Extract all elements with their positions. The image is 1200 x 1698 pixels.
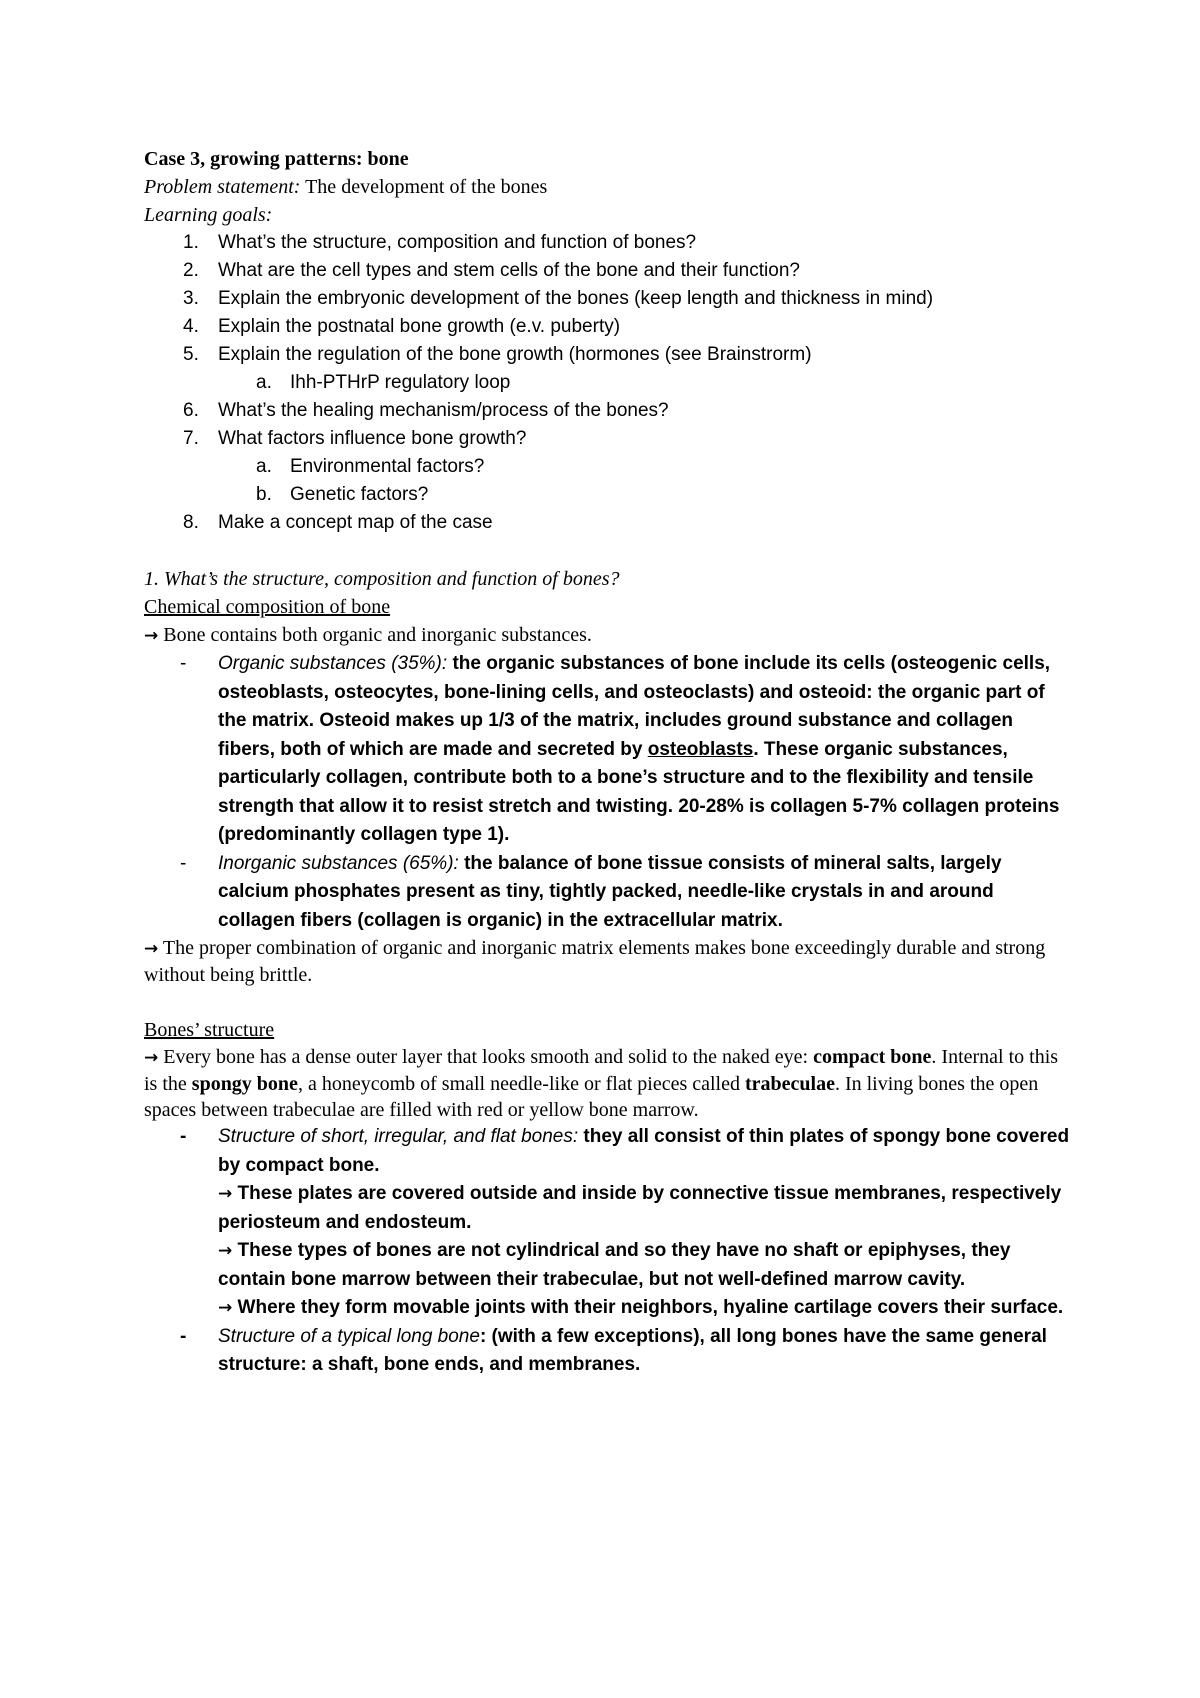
short-bones-sub-3: Where they form movable joints with their neighbors, hyaline cartilage covers their surface. [237, 1297, 1064, 1318]
goal-number: 7. [183, 428, 199, 449]
goal-text: What factors influence bone growth? [218, 428, 527, 449]
subgoal-text: Genetic factors? [290, 484, 429, 505]
long-bones-label: Structure of a typical long bone [218, 1325, 480, 1347]
subgoal-letter: a. [256, 456, 272, 477]
goal-text: Make a concept map of the case [218, 512, 493, 533]
blank-line [144, 988, 1074, 1016]
goal-text: What’s the healing mechanism/process of the bones? [218, 400, 669, 421]
structure-text: . In living bones the open spaces between trabeculae are filled with red or yellow bone marrow. [144, 1073, 1039, 1121]
arrow-icon: → [218, 1241, 233, 1261]
learning-goals-label: Learning goals: [144, 204, 273, 226]
short-bones-label: Structure of short, irregular, and flat bones: [218, 1126, 579, 1147]
goal-text: Explain the regulation of the bone growth (hormones (see Brainstrorm) [218, 344, 812, 365]
arrow-icon: → [144, 626, 159, 646]
osteoid-term: osteoid [798, 681, 867, 703]
inorganic-text: the balance of bone tissue consists of mineral salts, largely calcium phosphates present as tiny, tightly packed, needle-like crystals in and around collagen fibers (collagen is organic) in the extracellular matrix. [218, 852, 1002, 931]
structure-text: Every bone has a dense outer layer that looks smooth and solid to the naked eye: [163, 1046, 809, 1068]
chem-intro-text: Bone contains both organic and inorganic substances. [163, 624, 592, 646]
subgoal-text: Ihh-PTHrP regulatory loop [290, 372, 511, 393]
subgoal-item [144, 453, 1074, 481]
subsection-heading-chemical: Chemical composition of bone [144, 596, 391, 618]
subgoal-letter: a. [256, 372, 272, 393]
subgoal-item [144, 481, 1074, 509]
structure-text: , a honeycomb of small needle-like or flat pieces called [297, 1073, 740, 1095]
bullet-long-bones [144, 1323, 1074, 1380]
goal-text: What’s the structure, composition and function of bones? [218, 232, 697, 253]
subsection-heading-structure: Bones’ structure [144, 1019, 275, 1041]
compact-bone-term: compact bone [813, 1046, 932, 1068]
short-bones-text: they all consist of thin plates of spongy bone covered by compact bone. [218, 1126, 1070, 1176]
learning-goals-list [144, 229, 1074, 537]
organic-text-1: the organic substances of bone include its cells (osteogenic cells, osteoblasts, osteocytes, bone-lining cells, and osteoclasts) and [218, 653, 1051, 703]
arrow-icon: → [218, 1184, 233, 1204]
subgoal-item [144, 369, 1074, 397]
goal-number: 1. [183, 232, 199, 253]
goal-text: What are the cell types and stem cells of the bone and their function? [218, 260, 800, 281]
goal-item [144, 313, 1074, 341]
trabeculae-term: trabeculae [744, 1073, 835, 1095]
arrow-icon: → [144, 939, 159, 959]
problem-statement-text: The development of the bones [305, 176, 548, 198]
dash-marker: - [180, 852, 187, 874]
goal-item [144, 509, 1074, 537]
bullet-organic [144, 650, 1074, 850]
long-bones-text: : (with a few exceptions), all long bones have the same general structure: a shaft, bone ends, and membranes. [218, 1325, 1047, 1375]
organic-text-3: . These organic substances, particularly collagen, contribute both to a bone’s structure and to the flexibility and tensile strength that allow it to resist stretch and twisting. 20-28% is collagen 5-7% collagen proteins (predominantly collagen type 1). [218, 738, 1060, 845]
goal-item [144, 285, 1074, 313]
goal-number: 5. [183, 344, 199, 365]
goal-item [144, 425, 1074, 453]
bullet-inorganic [144, 850, 1074, 936]
organic-label: Organic substances (35%): [218, 653, 448, 674]
short-bones-sub-1: These plates are covered outside and inside by connective tissue membranes, respectively periosteum and endosteum. [218, 1183, 1062, 1233]
dash-marker: - [180, 1325, 187, 1347]
subgoal-text: Environmental factors? [290, 456, 485, 477]
arrow-icon: → [218, 1298, 233, 1318]
problem-statement [144, 173, 1074, 201]
dash-marker: - [180, 653, 187, 674]
organic-text-2: : the organic part of the matrix. Osteoid makes up 1/3 of the matrix, includes ground substance and collagen fibers, both of which are made and secreted by [218, 681, 1045, 760]
osteoblasts-term: osteoblasts [647, 738, 754, 760]
bullet-short-bones [144, 1123, 1074, 1323]
document-page [144, 145, 1074, 1380]
goal-number: 4. [183, 316, 199, 337]
goal-item [144, 341, 1074, 369]
chem-conclusion [144, 935, 1074, 988]
structure-intro [144, 1044, 1074, 1123]
goal-text: Explain the embryonic development of the bones (keep length and thickness in mind) [218, 288, 934, 309]
goal-number: 8. [183, 512, 199, 533]
dash-marker: - [180, 1126, 187, 1147]
goal-number: 3. [183, 288, 199, 309]
arrow-icon: → [144, 1048, 159, 1068]
document-title: Case 3, growing patterns: bone [144, 148, 409, 170]
spongy-bone-term: spongy bone [191, 1073, 298, 1095]
goal-number: 6. [183, 400, 199, 421]
goal-item [144, 397, 1074, 425]
chem-conclusion-text: The proper combination of organic and inorganic matrix elements makes bone exceedingly durable and strong without being brittle. [144, 937, 1046, 986]
goal-text: Explain the postnatal bone growth (e.v. puberty) [218, 316, 621, 337]
section-heading: 1. What’s the structure, composition and function of bones? [144, 568, 620, 590]
goal-item [144, 257, 1074, 285]
goal-item [144, 229, 1074, 257]
blank-line [144, 537, 1074, 565]
goal-number: 2. [183, 260, 199, 281]
chem-intro [144, 621, 1074, 650]
short-bones-sub-2: These types of bones are not cylindrical and so they have no shaft or epiphyses, they contain bone marrow between their trabeculae, but not well-defined marrow cavity. [218, 1240, 1011, 1290]
problem-statement-label: Problem statement: [144, 176, 301, 198]
subgoal-letter: b. [256, 484, 272, 505]
inorganic-label: Inorganic substances (65%): [218, 852, 459, 874]
structure-text: . Internal to this is the [144, 1046, 1059, 1095]
